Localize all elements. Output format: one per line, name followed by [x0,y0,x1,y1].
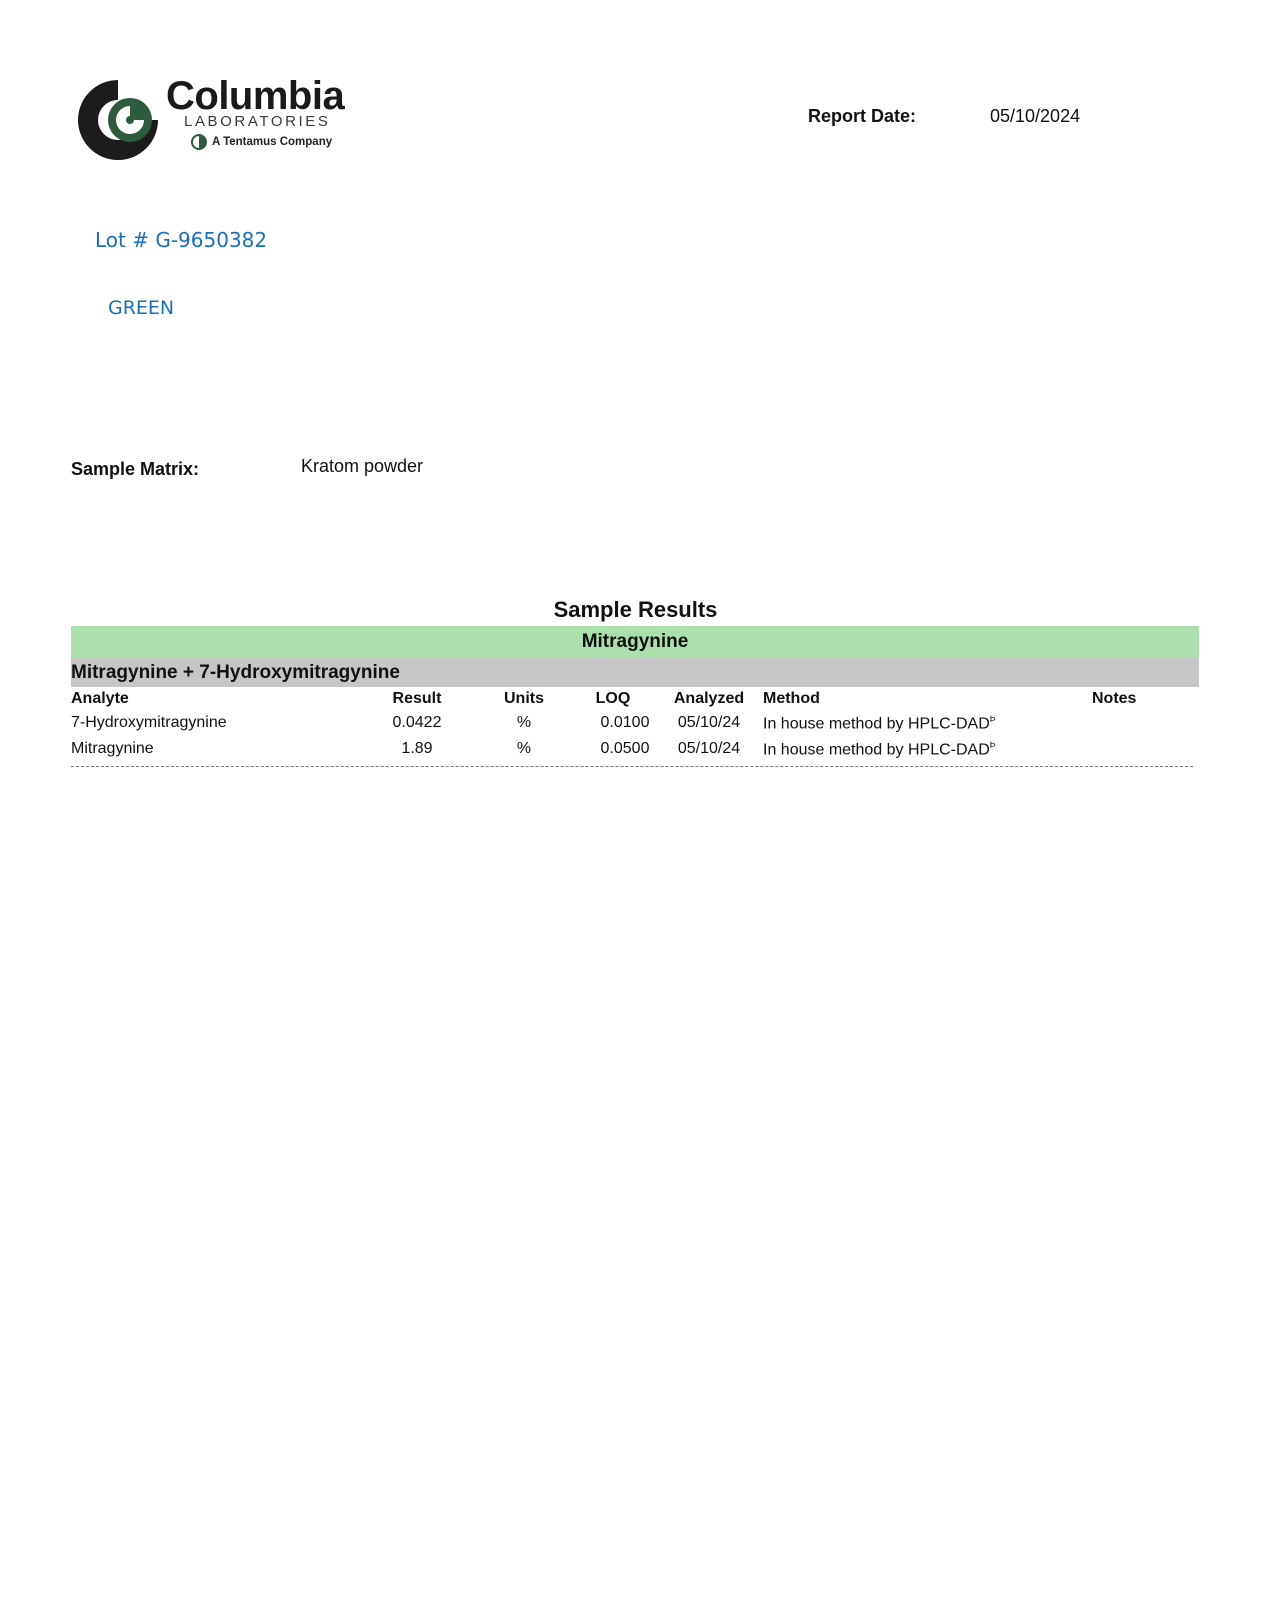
results-title: Sample Results [553,597,718,622]
row2-result: 1.89 [401,740,433,757]
report-date-value: 05/10/2024 [990,106,1081,126]
columbia-logo-icon [72,74,164,162]
row1-method [763,714,996,733]
logo-tagline-text: A Tentamus Company [212,136,333,148]
col-method: Method [763,690,820,707]
row2-loq: 0.0500 [600,740,650,757]
logo-subtitle: LABORATORIES [184,113,331,130]
row1-units: % [516,714,532,731]
col-notes: Notes [1092,690,1137,707]
row2-method [763,740,996,759]
row1-method-text: In house method by HPLC-DAD [763,715,990,733]
logo-tagline [190,133,332,151]
row1-method-mark: Þ [989,714,996,724]
row2-units: % [516,740,532,757]
report-date-label: Report Date: [808,106,917,126]
logo-brand-text: Columbia [166,74,345,118]
variety-label: GREEN [108,297,175,319]
lot-number: Lot # G-9650382 [95,228,268,252]
col-result: Result [392,690,442,707]
results-section-header: Mitragynine [71,626,1199,658]
row1-analyzed: 05/10/24 [677,714,741,731]
row2-analyte: Mitragynine [71,740,154,757]
table-bottom-divider [71,766,1193,767]
sample-matrix-value: Kratom powder [301,456,424,476]
tentamus-leaf-icon [190,133,208,151]
col-loq: LOQ [595,690,631,707]
row2-analyzed: 05/10/24 [677,740,741,757]
col-units: Units [504,690,544,707]
row2-method-mark: Þ [989,740,996,750]
row1-loq: 0.0100 [600,714,650,731]
row1-analyte: 7-Hydroxymitragynine [71,714,227,731]
row1-result: 0.0422 [392,714,442,731]
company-logo [72,72,362,164]
col-analyte: Analyte [71,690,129,707]
sample-matrix-label: Sample Matrix: [71,459,200,479]
row2-method-text: In house method by HPLC-DAD [763,741,990,759]
results-group-header: Mitragynine + 7-Hydroxymitragynine [71,658,1199,687]
col-analyzed: Analyzed [673,690,745,707]
